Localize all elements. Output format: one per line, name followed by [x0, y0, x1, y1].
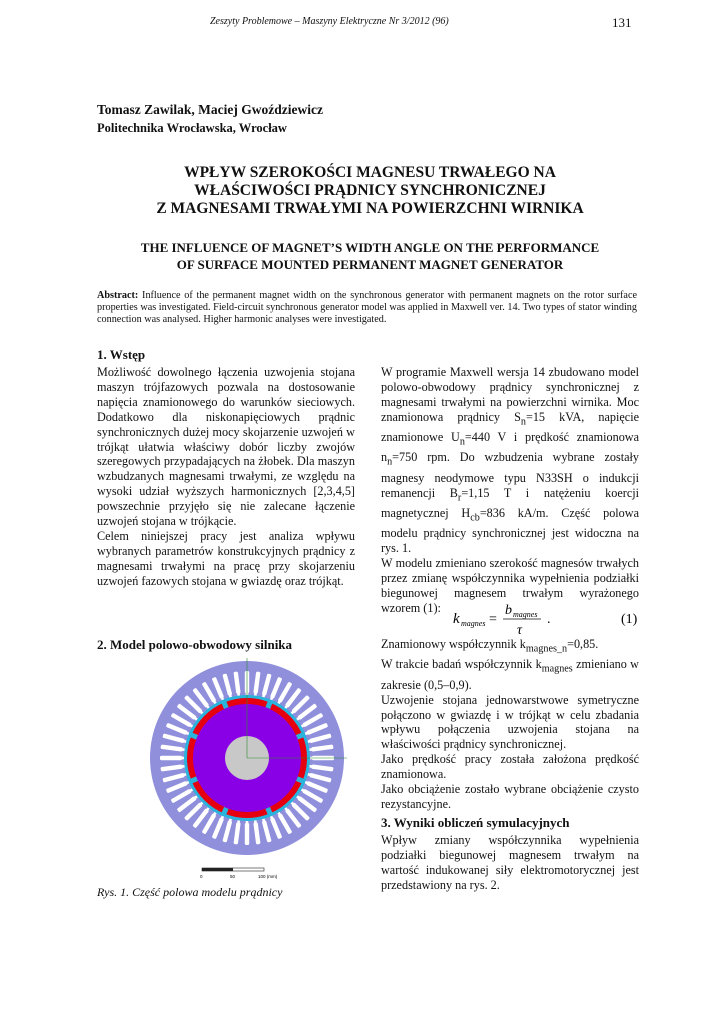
- affiliation: Politechnika Wrocławska, Wrocław: [97, 121, 287, 135]
- title-en-line: THE INFLUENCE OF MAGNET’S WIDTH ANGLE ON THE PERFORMANCE: [140, 240, 600, 255]
- section-3-heading: 3. Wyniki obliczeń symulacyjnych: [381, 815, 570, 830]
- stator-slot: [245, 823, 249, 845]
- paragraph: W programie Maxwell wersja 14 zbudowano model polowo-obwodowy prądnicy synchronicznej z magnesami trwałymi na powierzchni wirnika. Moc znamionowa prądnicy $S_n=15$ kVA, napięcie znamionowe $U_n=440$ V i prędkość znamionowa $n_n=750$ rpm. Do wzbudzenia wybrane zostały magnesy neodymowe typu N33SH o indukcji remanencji $B_r=1,15$ T i natężeniu koercji magnetycznej $H_{cb}=836$ kA/m. Część polowa modelu prądnicy synchronicznej jest widoczna na rys. 1.: [381, 365, 640, 556]
- equation-number: (1): [621, 612, 638, 627]
- slot-opening: [254, 692, 257, 695]
- section-3-body: [381, 833, 639, 893]
- generator-cross-section: [140, 658, 355, 880]
- paragraph: Wpływ zmiany współczynnika wypełnienia podziałki biegunowej magnesem trwałym na wartość indukowanej siły elektromotorycznej jest przedstawiony na rys. 2.: [381, 833, 639, 892]
- scale-label: 100 (mm): [258, 874, 278, 879]
- formula-lhs-sub: magnes: [461, 619, 486, 628]
- slot-opening: [237, 692, 240, 695]
- formula-num-sub: magnes: [513, 610, 538, 619]
- formula-num: b: [505, 603, 512, 618]
- slot-opening: [309, 748, 312, 751]
- journal-header: Zeszyty Problemowe – Maszyny Elektryczne Nr 3/2012 (96): [210, 16, 449, 27]
- section-1-heading: 1. Wstęp: [97, 347, 146, 362]
- paragraph: W trakcie badań współczynnik $k_{magnes}$ zmieniano w zakresie (0,5–0,9).: [381, 657, 639, 692]
- page-number: 131: [612, 15, 632, 30]
- title-pl-line: WPŁYW SZEROKOŚCI MAGNESU TRWAŁEGO NA: [184, 164, 556, 181]
- paragraph: Znamionowy współczynnik $k_{magnes\_n}=0,85$.: [381, 637, 599, 655]
- scale-label: 50: [230, 874, 236, 879]
- equation-1: [381, 601, 639, 637]
- section-1-body: [97, 365, 355, 589]
- formula-eq: =: [489, 612, 497, 627]
- formula-dot: .: [547, 612, 551, 627]
- slot-opening: [246, 821, 249, 824]
- slot-opening: [181, 748, 184, 751]
- paragraph: W modelu zmieniano szerokość magnesów trwałych przez zmianę współczynnika wypełnienia podziałki biegunowej magnesem trwałym wyrażonego wzorem (1):: [381, 556, 639, 615]
- slot-opening: [181, 765, 184, 768]
- right-column-bottom: [381, 637, 639, 812]
- title-en-line: OF SURFACE MOUNTED PERMANENT MAGNET GENERATOR: [176, 257, 564, 272]
- paragraph: Uzwojenie stojana jednowarstwowe symetryczne połączono w gwiazdę i w trójkąt w celu zbadania wpływu połączenia uzwojenia stojana na właściwości prądnicy synchronicznej.: [381, 692, 639, 752]
- formula-den: τ: [517, 623, 523, 637]
- paragraph: Możliwość dowolnego łączenia uzwojenia stojana maszyn trójfazowych pozwala na dostosowanie napięcia znamionowego do warunków sieciowych. Dodatkowo dla niskonapięciowych prądnic synchronicznych dużej mocy skojarzenie uzwojeń w trójkąt ułatwia właściwy dobór liczby zwojów szeregowych przypadających na żłobek. Dla maszyn wzbudzanych magnesami trwałymi, ze względu na wysoki udział wyższych harmonicznych [2,3,4,5] powszechnie przyjęło się nie zalecane łączenie uzwojeń stojana w trójkącie.: [97, 365, 355, 529]
- title-english: [70, 239, 670, 273]
- title-polish: [70, 164, 670, 218]
- abstract-text: Influence of the permanent magnet width on the synchronous generator with permanent magnets on the rotor surface properties was investigated. Field-circuit synchronous generator model was applied in Maxwell ver. 14. Two types of stator winding connection was analysed. Higher harmonic analyses were investigated.: [97, 290, 637, 325]
- slot-opening: [254, 820, 257, 823]
- slot-opening: [309, 765, 312, 768]
- section-2-heading: 2. Model polowo-obwodowy silnika: [97, 637, 293, 652]
- slot-opening: [237, 820, 240, 823]
- formula-lhs: k: [453, 611, 460, 627]
- title-pl-line: WŁAŚCIWOŚCI PRĄDNICY SYNCHRONICZNEJ: [194, 182, 546, 199]
- authors: Tomasz Zawilak, Maciej Gwoździewicz: [97, 102, 323, 117]
- paragraph: Jako obciążenie zostało wybrane obciążenie czysto rezystancyjne.: [381, 782, 639, 811]
- right-column-top: [381, 365, 639, 616]
- scale-bar: [200, 868, 278, 879]
- stator-slot: [160, 756, 182, 760]
- paragraph: Jako prędkość pracy została założona prędkość znamionowa.: [381, 752, 639, 782]
- title-pl-line: Z MAGNESAMI TRWAŁYMI NA POWIERZCHNI WIRNIKA: [156, 200, 584, 217]
- slot-opening: [181, 757, 184, 760]
- figure-1-caption: Rys. 1. Część polowa modelu prądnicy: [97, 885, 283, 899]
- scale-label: 0: [200, 874, 203, 879]
- generator-model-figure: [140, 658, 355, 880]
- paragraph: Celem niniejszej pracy jest analiza wpływu wybranych parametrów konstrukcyjnych prądnicy z magnesami trwałymi na pracę przy skojarzeniu uzwojeń fazowych stojana w gwiazdę oraz trójkąt.: [97, 528, 355, 588]
- abstract: [97, 290, 637, 326]
- abstract-label: Abstract:: [97, 290, 139, 301]
